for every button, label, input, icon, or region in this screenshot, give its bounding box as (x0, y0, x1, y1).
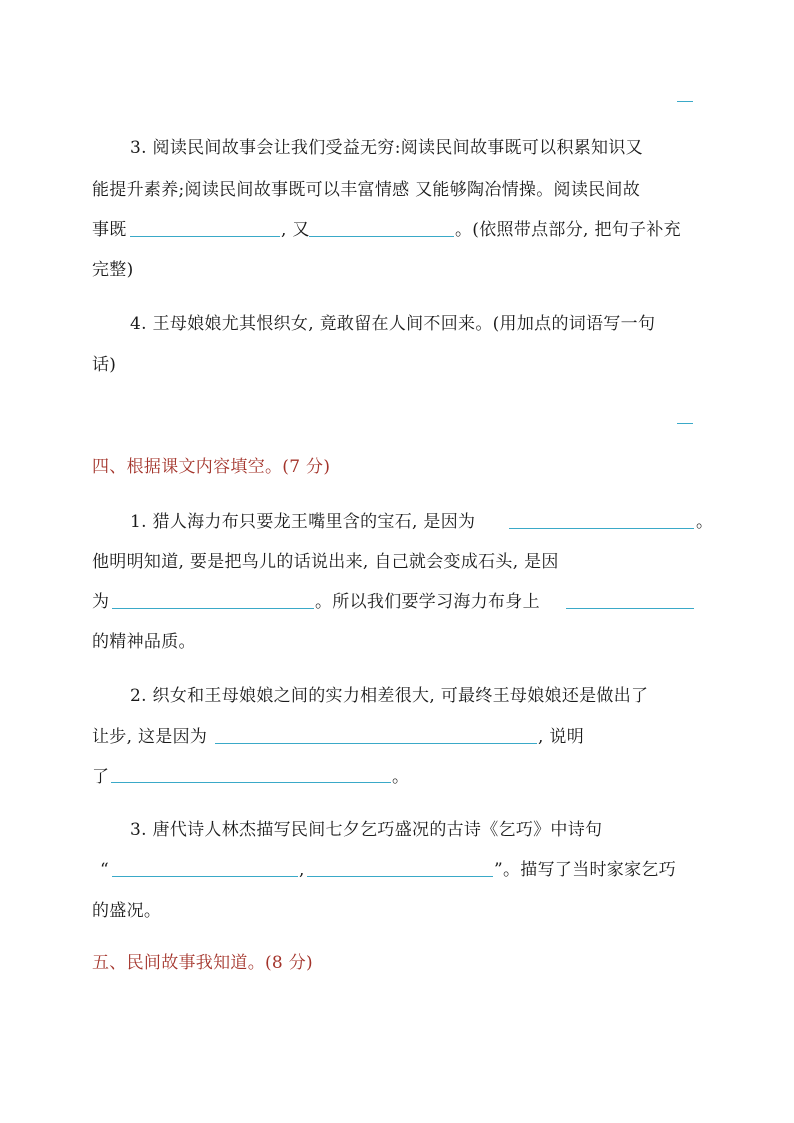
q3-line1: 3. 阅读民间故事会让我们受益无穷:阅读民间故事既可以积累知识又 (130, 138, 643, 158)
q3-blank-1[interactable] (130, 236, 280, 237)
s4-item2-line1: 2. 织女和王母娘娘之间的实力相差很大, 可最终王母娘娘还是做出了 (130, 686, 649, 706)
s4-item3-comma: , (299, 860, 305, 880)
s4-item3-line1: 3. 唐代诗人林杰描写民间七夕乞巧盛况的古诗《乞巧》中诗句 (130, 820, 603, 840)
q3-line3-end: 。(依照带点部分, 把句子补充 (455, 220, 681, 240)
s4-item2-line2-start: 让步, 这是因为 (92, 727, 208, 747)
s4-item2-blank-1[interactable] (215, 743, 537, 744)
answer-line-end-mark (677, 101, 693, 102)
s4-item2-line3-end: 。 (392, 767, 410, 787)
s4-item1-line3-middle: 。所以我们要学习海力布身上 (315, 592, 540, 612)
s4-item1-line3-start: 为 (92, 592, 110, 612)
s4-item1-line4: 的精神品质。 (92, 632, 196, 652)
s4-item1-line1-end: 。 (696, 512, 714, 532)
q3-line3-middle: , 又 (281, 220, 310, 240)
s4-item2-blank-2[interactable] (111, 782, 391, 783)
q4-line2: 话) (92, 355, 117, 375)
s4-item1-line2: 他明明知道, 要是把鸟儿的话说出来, 自己就会变成石头, 是因 (92, 552, 559, 572)
s4-item1-line1: 1. 猎人海力布只要龙王嘴里含的宝石, 是因为 (130, 512, 476, 532)
s4-item3-line2-end: ”。描写了当时家家乞巧 (494, 860, 676, 880)
s4-item3-blank-2[interactable] (307, 876, 493, 877)
q4-line1: 4. 王母娘娘尤其恨织女, 竟敢留在人间不回来。(用加点的词语写一句 (130, 314, 656, 334)
q3-line3-start: 事既 (92, 220, 127, 240)
s4-item3-open-quote: “ (100, 860, 109, 880)
s4-item1-blank-2[interactable] (112, 608, 314, 609)
s4-item1-blank-3[interactable] (566, 608, 694, 609)
s4-item2-line2-end: , 说明 (538, 727, 585, 747)
s4-item3-line3: 的盛况。 (92, 901, 162, 921)
answer-line-end-mark (677, 423, 693, 424)
s4-item3-blank-1[interactable] (112, 876, 298, 877)
section4-heading: 四、根据课文内容填空。(7 分) (92, 457, 331, 477)
q3-blank-2[interactable] (309, 236, 454, 237)
s4-item2-line3-start: 了 (92, 767, 110, 787)
q3-line2: 能提升素养;阅读民间故事既可以丰富情感 又能够陶冶情操。阅读民间故 (92, 180, 641, 200)
s4-item1-blank-1[interactable] (509, 528, 694, 529)
q3-line4: 完整) (92, 260, 134, 280)
section5-heading: 五、民间故事我知道。(8 分) (92, 953, 313, 973)
